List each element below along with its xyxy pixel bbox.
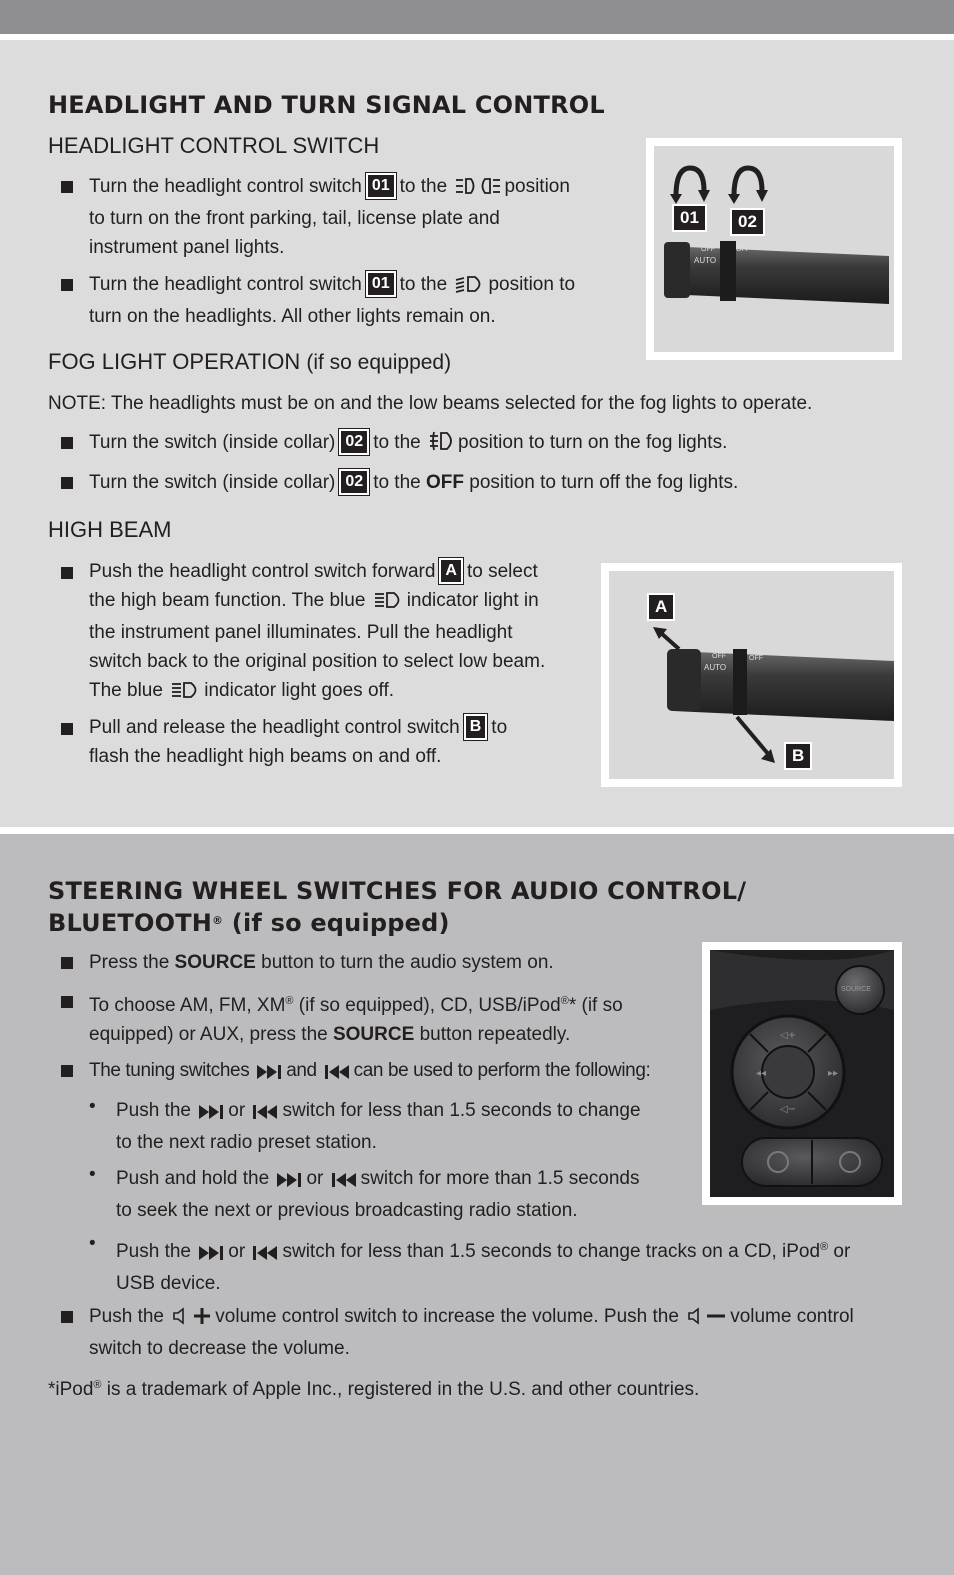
volume-up-icon	[172, 1305, 212, 1334]
section-title-headlight: HEADLIGHT AND TURN SIGNAL CONTROL	[48, 91, 605, 119]
figure-label-01: 01	[672, 204, 707, 232]
seek-back-icon	[332, 1167, 358, 1196]
figure-label-02: 02	[730, 208, 765, 236]
high-beam-icon	[171, 679, 201, 708]
low-beam-icon	[455, 273, 485, 302]
fog-bullet-1: Turn the switch (inside collar) 02 to the position to turn on the fog lights.	[89, 428, 727, 460]
svg-text:◂◂: ◂◂	[756, 1068, 767, 1079]
auto-label: AUTO	[694, 256, 717, 265]
bullet-square	[61, 181, 73, 193]
high-beam-figure	[601, 563, 902, 787]
bullet-square	[61, 723, 73, 735]
auto-label: AUTO	[704, 663, 727, 672]
headlight-bullet-1: Turn the headlight control switch 01 to the position to turn on the front parking, tail, license plate and instrument panel lights.	[89, 172, 629, 262]
steering-wheel-controls-figure	[702, 942, 902, 1205]
seek-forward-icon	[199, 1240, 225, 1269]
seek-forward-icon	[277, 1167, 303, 1196]
seek-forward-icon	[257, 1059, 283, 1088]
svg-text:◁−: ◁−	[780, 1104, 797, 1115]
seek-forward-icon	[199, 1099, 225, 1128]
audio-bullet-4: Push the volume control switch to increase the volume. Push the volume control switch to decrease the volume.	[89, 1306, 854, 1359]
svg-text:▸▸: ▸▸	[828, 1068, 839, 1079]
fog-note: NOTE: The headlights must be on and the low beams selected for the fog lights to operate.	[48, 393, 813, 414]
audio-bullet-1: Press the SOURCE button to turn the audio system on.	[89, 952, 554, 973]
bullet-square	[61, 957, 73, 969]
bullet-square	[61, 477, 73, 489]
high-beam-bullet-2: Pull and release the headlight control switch B to flash the headlight high beams on and off.	[89, 713, 589, 771]
audio-sub-bullet-2: Push and hold the or switch for more than 1.5 seconds to seek the next or previous broadcasting radio station.	[116, 1168, 640, 1221]
audio-bullet-3: The tuning switches and can be used to perform the following:	[89, 1056, 650, 1088]
figure-label-A: A	[647, 593, 675, 621]
callout-01: 01	[366, 173, 396, 199]
svg-text:◁+: ◁+	[780, 1030, 797, 1041]
volume-down-icon	[687, 1305, 727, 1334]
audio-sub-bullet-3: Push the or switch for less than 1.5 seconds to change tracks on a CD, iPod® or USB device.	[116, 1241, 851, 1294]
callout-02: 02	[339, 469, 369, 495]
sub-bullet: •	[89, 1233, 96, 1254]
off-label: OFF	[701, 246, 715, 253]
seek-back-icon	[253, 1099, 279, 1128]
parking-lights-icon	[455, 175, 501, 204]
off-label: OFF	[736, 246, 750, 253]
bullet-square	[61, 279, 73, 291]
headlight-switch-figure	[646, 138, 902, 360]
bullet-square	[61, 996, 73, 1008]
heading-headlight-switch: HEADLIGHT CONTROL SWITCH	[48, 133, 380, 158]
sub-bullet: •	[89, 1164, 96, 1185]
heading-fog-light: FOG LIGHT OPERATION (if so equipped)	[48, 349, 452, 374]
ipod-footnote: *iPod® is a trademark of Apple Inc., registered in the U.S. and other countries.	[48, 1379, 700, 1400]
section-title-audio: STEERING WHEEL SWITCHES FOR AUDIO CONTROL/ BLUETOOTH® (if so equipped)	[48, 877, 747, 937]
off-label: OFF	[712, 653, 726, 660]
heading-high-beam: HIGH BEAM	[48, 517, 172, 542]
top-header-bar	[0, 0, 954, 34]
fog-bullet-2: Turn the switch (inside collar) 02 to the OFF position to turn off the fog lights.	[89, 468, 738, 497]
high-beam-icon	[374, 589, 404, 618]
audio-sub-bullet-1: Push the or switch for less than 1.5 seconds to change to the next radio preset station.	[116, 1100, 641, 1153]
figure-label-B: B	[784, 742, 812, 770]
callout-01: 01	[366, 271, 396, 297]
callout-A: A	[439, 558, 463, 584]
sub-bullet: •	[89, 1096, 96, 1117]
bullet-square	[61, 567, 73, 579]
headlight-bullet-2: Turn the headlight control switch 01 to the position to turn on the headlights. All other lights remain on.	[89, 270, 629, 331]
bullet-square	[61, 437, 73, 449]
bullet-square	[61, 1311, 73, 1323]
fog-light-icon	[429, 431, 455, 460]
callout-02: 02	[339, 429, 369, 455]
source-button-label: SOURCE	[841, 986, 871, 993]
audio-bullet-2: To choose AM, FM, XM® (if so equipped), CD, USB/iPod®* (if so equipped) or AUX, press the SOURCE button repeatedly.	[89, 995, 623, 1045]
high-beam-bullet-1: Push the headlight control switch forward A to select the high beam function. The blue indicator light in the instrument panel illuminates. Pull the headlight switch back to the original position to select low beam. The blue indicator light goes off.	[89, 557, 589, 708]
seek-back-icon	[325, 1059, 351, 1088]
callout-B: B	[464, 714, 488, 740]
seek-back-icon	[253, 1240, 279, 1269]
bullet-square	[61, 1065, 73, 1077]
off-label: OFF	[749, 655, 763, 662]
